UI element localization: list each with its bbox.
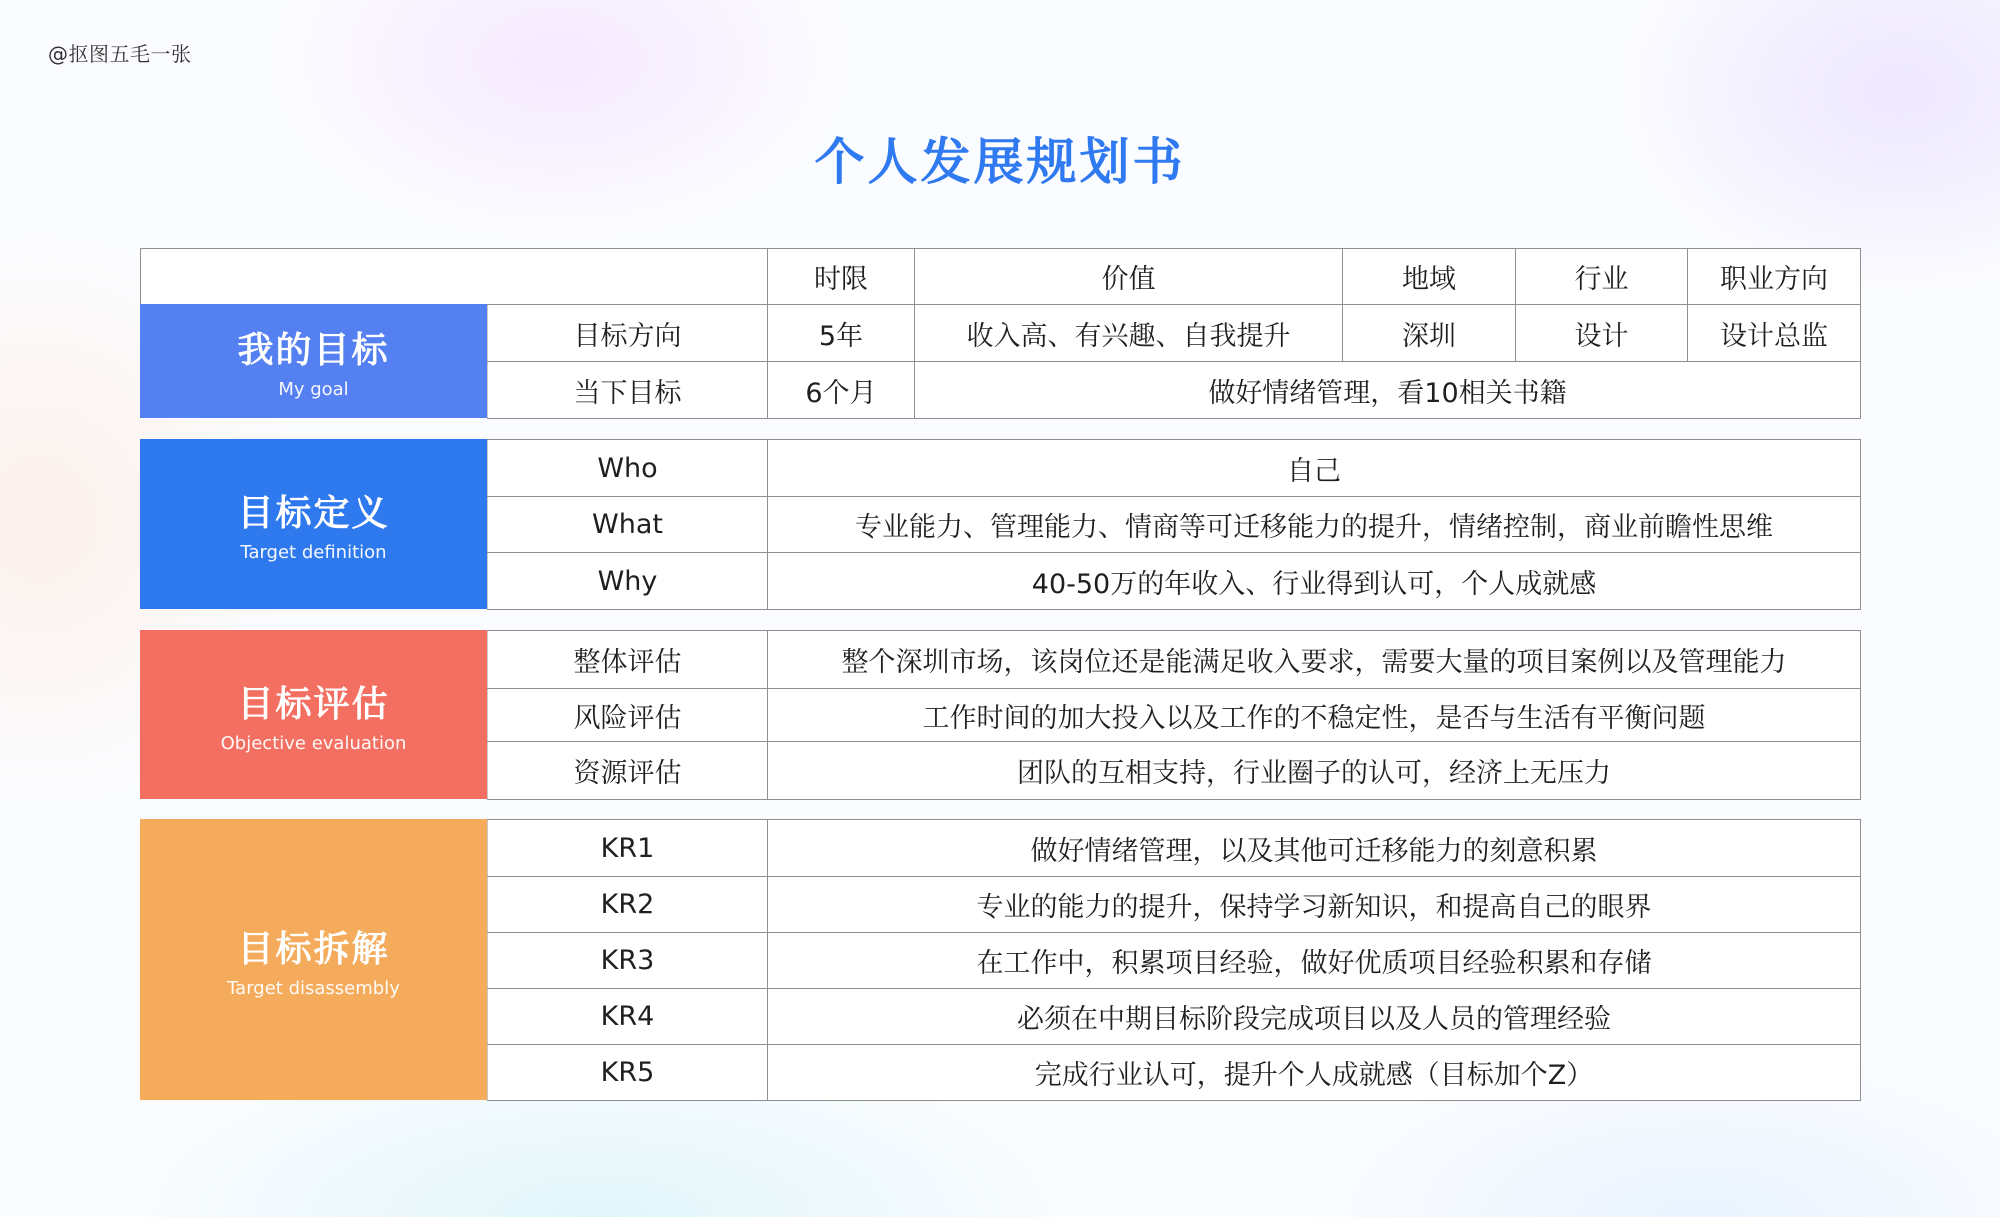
label-cn: 我的目标 [237,330,390,371]
evaluation-table [487,630,1861,800]
row-content: 自己 [768,440,1861,497]
header-value: 价值 [915,249,1343,305]
label-cn: 目标评估 [237,683,390,725]
page-title: 个人发展规划书 [814,133,1186,191]
row-name: What [488,497,768,553]
row-content: 在工作中，积累项目经验，做好优质项目经验积累和存储 [768,933,1861,989]
row-value: 收入高、有兴趣、自我提升 [915,305,1343,362]
disassembly-label [140,819,487,1100]
row-content: 整个深圳市场，该岗位还是能满足收入要求，需要大量的项目案例以及管理能力 [768,631,1861,689]
row-content: 专业的能力的提升，保持学习新知识，和提高自己的眼界 [768,877,1861,933]
label-en: Target disassembly [227,977,400,999]
evaluation-block [140,630,1860,799]
row-content: 工作时间的加大投入以及工作的不稳定性，是否与生活有平衡问题 [768,689,1861,742]
row-name: 目标方向 [488,305,768,362]
row-period: 6个月 [768,362,915,419]
disassembly-table [487,819,1861,1101]
header-blank-cell [141,249,768,305]
row-content: 专业能力、管理能力、情商等可迁移能力的提升，情绪控制，商业前瞻性思维 [768,497,1861,553]
label-en: My goal [278,379,349,400]
row-content: 做好情绪管理，看10相关书籍 [915,362,1861,419]
definition-block [140,439,1860,609]
watermark: @抠图五毛一张 [48,42,192,66]
label-en: Objective evaluation [220,732,407,754]
goal-block [140,248,1860,418]
disassembly-block [140,819,1860,1100]
header-period: 时限 [768,249,915,305]
header-career: 职业方向 [1688,249,1861,305]
row-content: 必须在中期目标阶段完成项目以及人员的管理经验 [768,989,1861,1045]
row-content: 完成行业认可，提升个人成就感（目标加个Z） [768,1045,1861,1101]
row-name: 当下目标 [488,362,768,419]
row-content: 40-50万的年收入、行业得到认可，个人成就感 [768,553,1861,610]
row-industry: 设计 [1516,305,1688,362]
goal-label [140,304,487,418]
label-cn: 目标定义 [237,493,390,534]
header-region: 地域 [1343,249,1516,305]
label-en: Target definition [240,542,387,563]
row-period: 5年 [768,305,915,362]
row-career: 设计总监 [1688,305,1861,362]
definition-table [487,439,1861,610]
row-name: KR5 [488,1045,768,1101]
row-content: 做好情绪管理，以及其他可迁移能力的刻意积累 [768,820,1861,877]
row-content: 团队的互相支持，行业圈子的认可，经济上无压力 [768,742,1861,800]
row-name: KR2 [488,877,768,933]
row-name: Who [488,440,768,497]
row-name: KR1 [488,820,768,877]
evaluation-label [140,630,487,799]
row-name: 整体评估 [488,631,768,689]
header-industry: 行业 [1516,249,1688,305]
row-name: Why [488,553,768,610]
row-name: KR3 [488,933,768,989]
definition-label [140,439,487,609]
row-name: 资源评估 [488,742,768,800]
row-name: 风险评估 [488,689,768,742]
row-region: 深圳 [1343,305,1516,362]
label-cn: 目标拆解 [237,928,390,970]
row-name: KR4 [488,989,768,1045]
